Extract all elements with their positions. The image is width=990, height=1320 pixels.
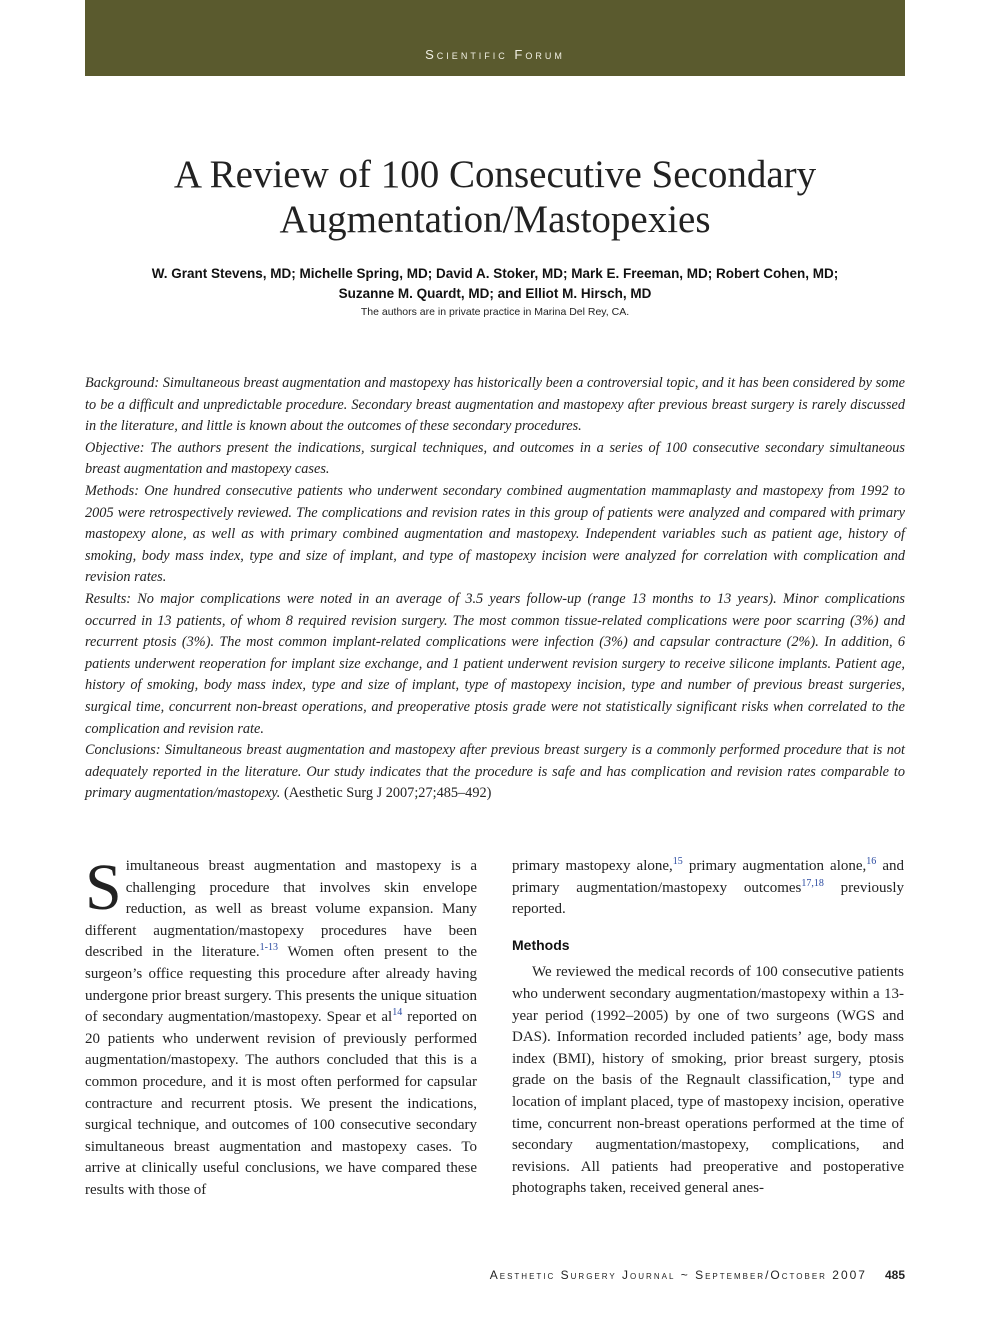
section-label: Scientific Forum [425,47,565,62]
reference-link-17[interactable]: 17 [801,877,812,889]
intro-text-a: imultaneous breast augmentation and mastopexy is a challenging procedure that involves skin envelope reduction, as well as breast volume expansion. Many different augmentation/mastopexy procedures have been described in the literature. [85,858,477,961]
intro-text-f: and primary augmentation/mastopexy outcomes [512,858,904,896]
conclusions-text: Simultaneous breast augmentation and mastopexy after previous breast surgery is a commonly performed procedure that is not adequately reported in the literature. Our study indicates that the procedure is safe and has complication and revision rates comparable to primary augmentation/mastopexy. [85,742,905,802]
intro-text-c: reported on 20 patients who underwent revision of previously performed augmentation/mastopexy. The authors concluded that this is a common procedure, and it is most often performed for capsular contracture and recurrent ptosis. We present the indications, surgical technique, and outcomes of 100 consecutive secondary simultaneous breast augmentation and mastopexy cases. To arrive at clinically useful conclusions, we have compared these results with those of [85,1009,477,1198]
methods-text-b: type and location of implant placed, type of mastopexy incision, operative time, concurrent non-breast operations performed at the time of secondary augmentation/mastopexy, complications, and revisions. All patients had preoperative and postoperative photographs taken, received general anes- [512,1072,905,1197]
results-text: No major complications were noted in an average of 3.5 years follow-up (range 13 months to 13 years). Minor complications occurred in 13 patients, of whom 8 required revision surgery. The most common tissue-related complications were poor scarring (3%) and recurrent ptosis (3%). The most common implant-related complications were infection (3%) and capsular contracture (2%). In addition, 6 patients underwent reoperation for implant size exchange, and 1 patient underwent revision surgery to receive silicone implants. Patient age, history of smoking, body mass index, type and size of implant, type of mastopexy incision, type and number of previous breast surgeries, surgical time, concurrent non-breast operations, and preoperative ptosis grade were not statistically significant risks when correlated to the complication and revision rate. [85,590,905,737]
reference-link-14[interactable]: 14 [392,1007,403,1019]
methods-heading: Methods [512,936,570,953]
page-number: 485 [884,1268,905,1282]
intro-text-b: Women often present to the surgeon’s office requesting this procedure after already having undergone prior breast surgery. This presents the unique situation of secondary augmentation/mastopexy. Spear et al [85,944,478,1026]
background-text: Simultaneous breast augmentation and mastopexy has historically been a controversial topic, and it has been considered by some to be a difficult and unpredictable procedure. Secondary breast augmentation and mastopexy after previous breast surgery is rarely discussed in the literature, and little is known about the outcomes of these secondary procedures. [85,375,905,435]
results-label: Results: [85,590,132,607]
intro-text-g: previously reported. [512,879,904,918]
author-list [85,264,905,304]
abstract [85,373,905,805]
intro-text-d: primary mastopexy alone, [512,858,673,874]
methods-text: One hundred consecutive patients who underwent secondary combined augmentation mammaplasty and mastopexy from 1992 to 2005 were retrospectively reviewed. The complications and revision rates in this group of patients were analyzed and compared with primary mastopexy alone, as well as with primary combined augmentation and mastopexy. Independent variables such as patient age, history of smoking, body mass index, type and size of implant, and type of mastopexy incision were analyzed for correlation with complication and revision rates. [85,482,905,586]
methods-text-a: We reviewed the medical records of 100 consecutive patients who underwent secondary augmentation/mastopexy within a 13-year period (1992–2005) by one of two surgeons (WGS and DAS). Information recorded included patients’ age, body mass index (BMI), history of smoking, prior breast surgery, ptosis grade on the basis of the Regnault classification, [512,964,904,1089]
drop-cap: S [85,851,122,924]
body-column-right [512,856,904,1200]
reference-link-16[interactable]: 16 [866,856,877,867]
methods-label: Methods: [85,482,139,499]
intro-paragraph [85,851,478,1202]
author-affiliation: The authors are in private practice in Marina Del Rey, CA. [360,306,630,318]
abstract-background [85,373,905,438]
objective-text: The authors present the indications, surgical techniques, and outcomes in a series of 100 consecutive secondary simultaneous breast augmentation and mastopexy cases. [85,439,905,478]
body-column-left [85,851,478,1202]
section-header-band [85,0,905,76]
page-footer [85,1268,905,1282]
reference-link-15[interactable]: 15 [672,856,683,867]
intro-text-e: primary augmentation alone, [682,858,867,874]
reference-link-1-13[interactable]: 1-13 [259,942,279,954]
journal-footer-name: Aesthetic Surgery Journal ~ September/October 2007 [489,1268,867,1282]
authors-line-2: Suzanne M. Quardt, MD; and Elliot M. Hirsch, MD [338,286,652,301]
abstract-conclusions [85,740,905,805]
title-line-2: Augmentation/Mastopexies [279,198,711,241]
background-label: Background: [85,375,160,391]
title-line-1: A Review of 100 Consecutive Secondary [173,153,817,196]
methods-paragraph [512,962,904,1200]
authors-line-1: W. Grant Stevens, MD; Michelle Spring, MD; David A. Stoker, MD; Mark E. Freeman, MD; Robert Cohen, MD; [151,266,839,281]
objective-label: Objective: [85,439,145,456]
abstract-methods [85,481,905,589]
reference-link-18[interactable]: 18 [813,877,824,889]
reference-link-19[interactable]: 19 [830,1070,841,1082]
journal-citation: (Aesthetic Surg J 2007;27;485–492) [280,785,492,802]
intro-paragraph-continued: primary mastopexy alone,$^{15}$ primary augmentation alone,$^{16}$ and primary augmentation/mastopexy outcomes$^{17,18}$ previously reported. [512,856,904,918]
conclusions-label: Conclusions: [85,742,161,759]
abstract-objective [85,438,905,481]
article-title [85,152,905,242]
abstract-results [85,589,905,740]
